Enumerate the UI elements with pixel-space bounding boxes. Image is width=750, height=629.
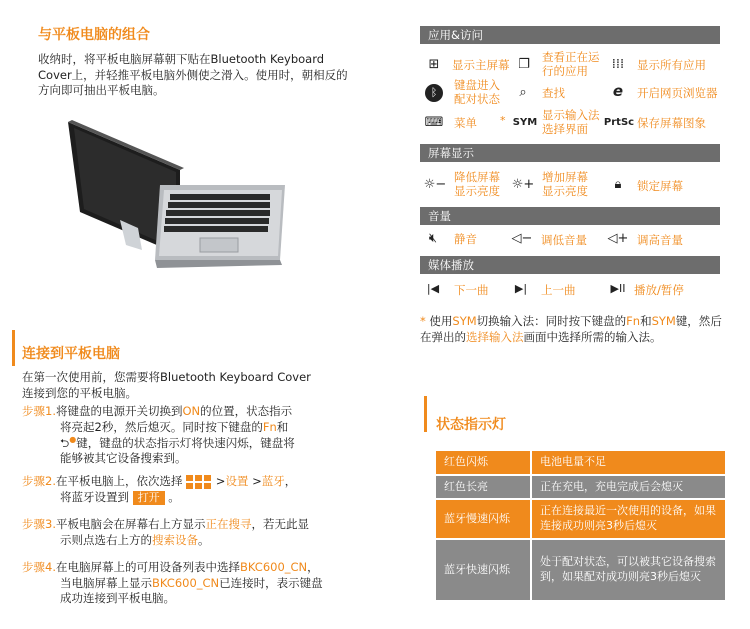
step-1: 步骤1.将键盘的电源开关切换到ON的位置，状态指示 将亮起2秒，然后熄灭。同时按下键盘的Fn和 ⮌●键，键盘的状态指示灯将快速闪烁，键盘将 能够被其它设备搜索到。 [22, 404, 295, 466]
step-2-label: 步骤2. [22, 474, 56, 488]
volume-label-up: 调高音量 [637, 233, 683, 247]
apps-label-prtsc: 保存屏幕图象 [637, 116, 706, 130]
bluetooth-on-toggle: 打开 [133, 491, 165, 506]
recent-apps-icon: ❐ [518, 57, 530, 72]
apps-label-browser: 开启网页浏览器 [637, 86, 718, 100]
volume-up-icon: ◁+ [607, 231, 629, 246]
mute-icon: 🔇︎ [428, 231, 438, 246]
section-volume-header: 音量 [420, 207, 720, 225]
laptop-illustration [60, 110, 290, 280]
home-grid-icon: ⊞ [428, 57, 440, 72]
apps-label-menu: 菜单 [454, 116, 477, 130]
sym-note: * 使用SYM切换输入法：同时按下键盘的Fn和SYM键，然后在弹出的选择输入法画面中选择所需的输入法。 [420, 314, 722, 344]
connect-title: 连接到平板电脑 [22, 346, 120, 362]
section-apps-header: 应用&访问 [420, 26, 720, 44]
media-label-next: 下一曲 [454, 283, 489, 297]
step-2: 步骤2.在平板电脑上，依次选择 >设置 >蓝牙， 将蓝牙设置到 打开 。 [22, 474, 297, 504]
step-4: 步骤4.在电脑屏幕上的可用设备列表中选择BKC600_CN， 当电脑屏幕上显示BKC600_CN已连接时，表示键盘 成功连接到平板电脑。 [22, 560, 323, 606]
all-apps-grid-icon [186, 475, 212, 489]
step-3-label: 步骤3. [22, 517, 56, 531]
connect-intro: 在第一次使用前，您需要将Bluetooth Keyboard Cover连接到您的平板电脑。 [22, 370, 311, 400]
volume-label-down: 调低音量 [541, 233, 587, 247]
status-title: 状态指示灯 [436, 417, 506, 433]
apps-label-all: 显示所有应用 [637, 58, 706, 72]
bluetooth-key-icon: ⮌● [60, 435, 77, 450]
prtsc-icon: PrtSc [603, 117, 635, 128]
all-apps-icon: ⁞⁞⁞ [611, 57, 625, 72]
media-label-prev: 上一曲 [541, 283, 576, 297]
table-row: 红色闪烁 电池电量不足 [436, 451, 725, 475]
brightness-up-icon: ☼+ [511, 177, 535, 192]
lock-icon: 🔒︎ [614, 177, 622, 192]
menu-keyboard-icon: ⌨ [424, 115, 444, 130]
browser-icon: e [612, 82, 624, 100]
step-3: 步骤3.平板电脑会在屏幕右上方显示正在搜寻，若无此显 示则点选右上方的搜索设备。 [22, 517, 309, 547]
next-track-icon: ▶| [514, 282, 528, 295]
table-row: 红色长亮 正在充电，充电完成后会熄灭 [436, 475, 725, 499]
display-label-down: 降低屏幕显示亮度 [454, 170, 500, 199]
combine-title: 与平板电脑的组合 [38, 27, 150, 43]
display-label-lock: 锁定屏幕 [637, 179, 683, 193]
volume-label-mute: 静音 [454, 232, 477, 246]
media-label-playpause: 播放/暂停 [634, 283, 684, 297]
combine-text: 收纳时，将平板电脑屏幕朝下贴在Bluetooth Keyboard Cover上，并轻推平板电脑外侧使之滑入。使用时，朝相反的方向即可抽出平板电脑。 [38, 52, 348, 98]
table-row: 蓝牙快速闪烁 处于配对状态，可以被其它设备搜索到，如果配对成功则亮3秒后熄灭 [436, 539, 725, 601]
status-accent-bar [424, 396, 427, 432]
step-4-label: 步骤4. [22, 560, 56, 574]
step-1-label: 步骤1. [22, 404, 56, 418]
table-row: 蓝牙慢速闪烁 正在连接最近一次使用的设备，如果连接成功则亮3秒后熄灭 [436, 499, 725, 539]
apps-label-recent: 查看正在运行的应用 [542, 50, 600, 79]
play-pause-icon: ▶II [610, 282, 626, 295]
status-table [436, 451, 725, 602]
apps-label-sym: 显示输入法选择界面 [542, 108, 600, 137]
section-display-header: 屏幕显示 [420, 144, 720, 162]
apps-label-home: 显示主屏幕 [452, 58, 510, 72]
prev-track-icon: |◀ [426, 282, 440, 295]
apps-label-pair: 键盘进入配对状态 [454, 78, 500, 107]
search-icon: ⌕ [519, 85, 527, 100]
bluetooth-icon: ᛒ [425, 84, 443, 102]
brightness-down-icon: ☼− [423, 177, 447, 192]
sym-icon: SYM [512, 117, 538, 128]
display-label-up: 增加屏幕显示亮度 [542, 170, 588, 199]
section-accent-bar [12, 330, 15, 366]
volume-down-icon: ◁− [511, 231, 533, 246]
sym-star: * [500, 114, 506, 127]
apps-label-search: 查找 [542, 86, 565, 100]
section-media-header: 媒体播放 [420, 256, 720, 274]
